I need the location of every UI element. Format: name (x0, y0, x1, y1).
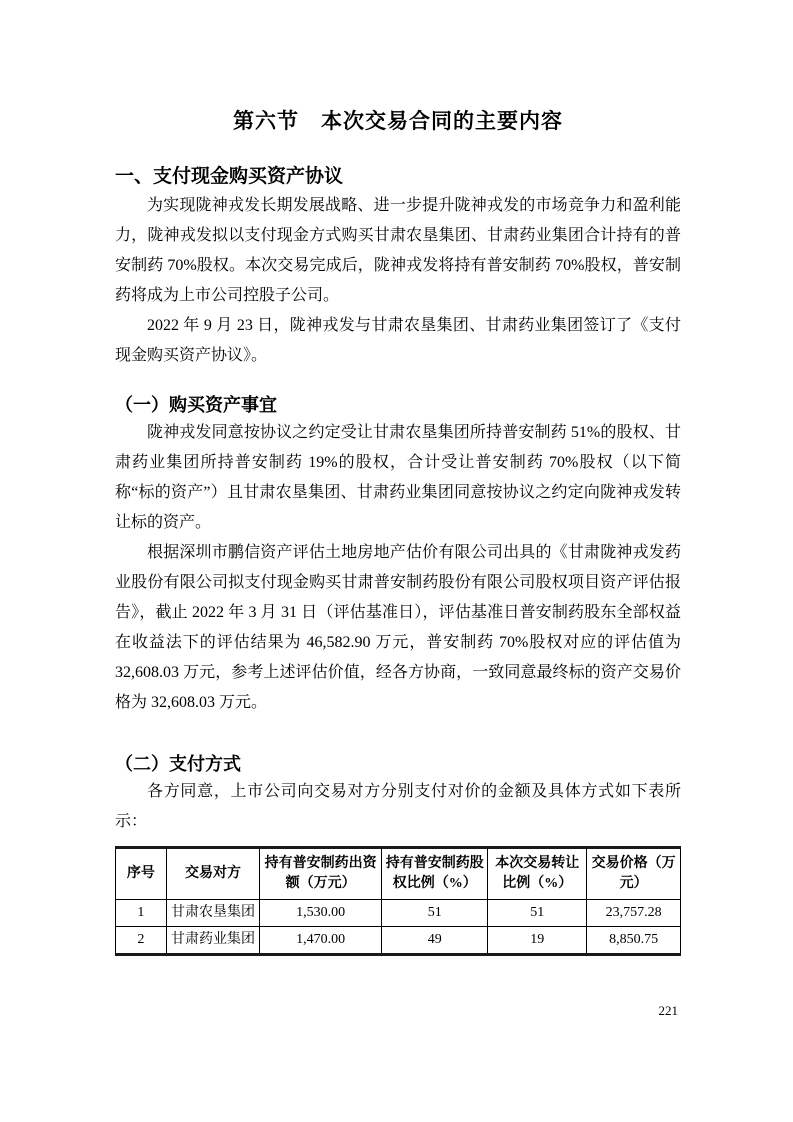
table-cell: 1 (116, 900, 167, 927)
paragraph-5: 各方同意，上市公司向交易对方分别支付对价的金额及具体方式如下表所示： (115, 783, 681, 830)
table-cell: 51 (382, 900, 488, 927)
table-header-row (116, 848, 681, 900)
paragraph-3: 陇神戎发同意按协议之约定受让甘肃农垦集团所持普安制药 51%的股权、甘肃药业集团所持普安制药 19%的股权，合计受让普安制药 70%股权（以下简称“标的资产”）且甘肃农垦集团、甘肃药业集团同意按协议之约定向陇神戎发转让标的资产。 (115, 424, 681, 531)
document-content (115, 0, 681, 956)
section-heading-1: 一、支付现金购买资产协议 (115, 166, 344, 187)
table-row (116, 900, 681, 927)
table-cell: 1,470.00 (260, 927, 382, 955)
table-cell: 49 (382, 927, 488, 955)
table-row (116, 927, 681, 955)
table-cell: 2 (116, 927, 167, 955)
payment-table (115, 846, 681, 956)
table-header-cell-price: 交易价格（万元） (587, 848, 681, 900)
table-cell: 19 (488, 927, 587, 955)
paragraph-4: 根据深圳市鹏信资产评估土地房地产估价有限公司出具的《甘肃陇神戎发药业股份有限公司拟支付现金购买甘肃普安制药股份有限公司股权项目资产评估报告》，截止 2022 年 3 月 31 日（评估基准日），评估基准日普安制药股东全部权益在收益法下的评估结果为 46,582.90 万元，普安制药 70%股权对应的评估值为 32,608.03 万元，参考上述评估价值，经各方协商，一致同意最终标的资产交易价格为 32,608.03 万元。 (115, 544, 681, 711)
table-cell: 8,850.75 (587, 927, 681, 955)
paragraph-1: 为实现陇神戎发长期发展战略、进一步提升陇神戎发的市场竞争力和盈利能力，陇神戎发拟以支付现金方式购买甘肃农垦集团、甘肃药业集团合计持有的普安制药 70%股权。本次交易完成后，陇神戎发将持有普安制药 70%股权，普安制药将成为上市公司控股子公司。 (115, 197, 681, 304)
table-header-cell-equity-ratio: 持有普安制药股权比例（%） (382, 848, 488, 900)
table-header-cell-transfer-ratio: 本次交易转让比例（%） (488, 848, 587, 900)
table-cell: 23,757.28 (587, 900, 681, 927)
document-title: 第六节 本次交易合同的主要内容 (233, 110, 563, 133)
table-cell: 51 (488, 900, 587, 927)
table-header-cell-index: 序号 (116, 848, 167, 900)
table-header-cell-counterparty: 交易对方 (166, 848, 259, 900)
paragraph-2: 2022 年 9 月 23 日，陇神戎发与甘肃农垦集团、甘肃药业集团签订了《支付现金购买资产协议》。 (115, 317, 681, 364)
table-cell: 甘肃农垦集团 (166, 900, 259, 927)
table-header-cell-contribution: 持有普安制药出资额（万元） (260, 848, 382, 900)
subsection-heading-1-1: （一）购买资产事宜 (115, 395, 277, 415)
table-cell: 1,530.00 (260, 900, 382, 927)
subsection-heading-1-2: （二）支付方式 (115, 754, 241, 774)
table-cell: 甘肃药业集团 (166, 927, 259, 955)
page-number: 221 (658, 1003, 678, 1018)
